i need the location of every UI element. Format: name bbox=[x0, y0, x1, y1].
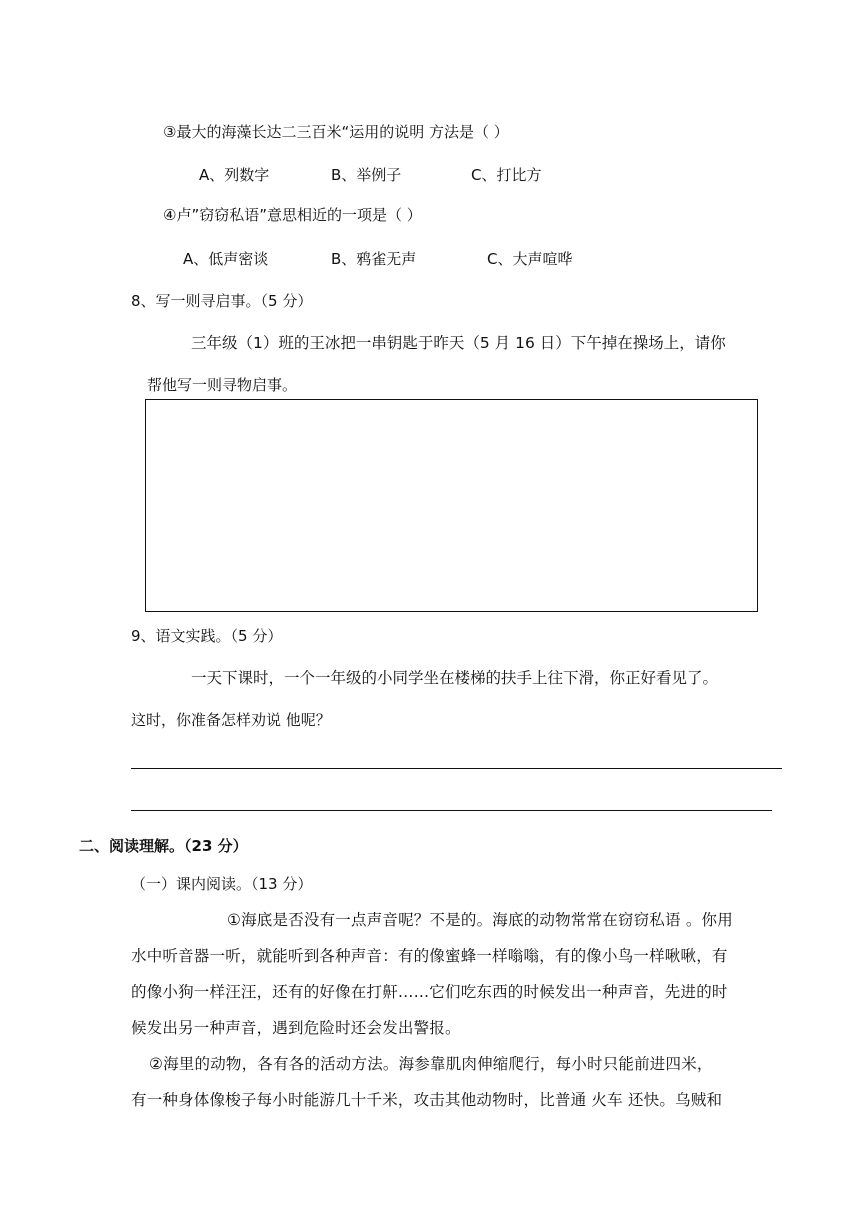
passage-p1-line1: ①海底是否没有一点声音呢？不是的。海底的动物常常在窃窃私语 。你用 bbox=[227, 911, 733, 929]
q9-title: 9、语文实践。（5 分） bbox=[131, 627, 283, 645]
q9-answer-line-2[interactable] bbox=[131, 810, 772, 811]
q7-item4-option-c: C、大声喧哗 bbox=[487, 250, 573, 268]
section2-title: 二、阅读理解。（23 分） bbox=[79, 837, 248, 855]
passage-p1-line4: 候发出另一种声音，遇到危险时还会发出警报。 bbox=[131, 1019, 461, 1037]
passage-p2-line2: 有一种身体像梭子每小时能游几十千米，攻击其他动物时，比普通 火车 还快。乌贼和 bbox=[131, 1091, 723, 1109]
q7-item3-prompt: ③最大的海藻长达二三百米“运用的说明 方法是（ ） bbox=[163, 123, 509, 141]
q7-item3-option-a: A、列数字 bbox=[199, 166, 270, 184]
passage-p2-line1: ②海里的动物，各有各的活动方法。海参靠肌肉伸缩爬行，每小时只能前进四米， bbox=[149, 1055, 713, 1073]
q8-answer-box[interactable] bbox=[145, 399, 758, 612]
q9-text-line1: 一天下课时，一个一年级的小同学坐在楼梯的扶手上往下滑，你正好看见了。 bbox=[191, 669, 719, 687]
q7-item4-option-b: B、鸦雀无声 bbox=[331, 250, 417, 268]
passage-p1-line2: 水中听音器一听，就能听到各种声音：有的像蜜蜂一样嗡嗡，有的像小鸟一样啾啾，有 bbox=[131, 947, 728, 965]
q8-text-line1: 三年级（1）班的王冰把一串钥匙于昨天（5 月 16 日）下午掉在操场上，请你 bbox=[191, 334, 726, 352]
q9-text-line2: 这时，你准备怎样劝说 他呢？ bbox=[131, 711, 331, 729]
q8-title: 8、写一则寻启事。（5 分） bbox=[131, 292, 313, 310]
q8-text-line2: 帮他写一则寻物启事。 bbox=[147, 376, 298, 394]
q9-answer-line-1[interactable] bbox=[131, 768, 782, 769]
passage-p1-line3: 的像小狗一样汪汪，还有的好像在打鼾……它们吃东西的时候发出一种声音，先进的时 bbox=[131, 983, 728, 1001]
q7-item3-option-c: C、打比方 bbox=[471, 166, 542, 184]
q7-item4-prompt: ④卢”窃窃私语”意思相近的一项是（ ） bbox=[163, 206, 422, 224]
section2-sub1: （一）课内阅读。（13 分） bbox=[131, 875, 313, 893]
q7-item3-option-b: B、举例子 bbox=[331, 166, 402, 184]
q7-item4-option-a: A、低声密谈 bbox=[183, 250, 269, 268]
